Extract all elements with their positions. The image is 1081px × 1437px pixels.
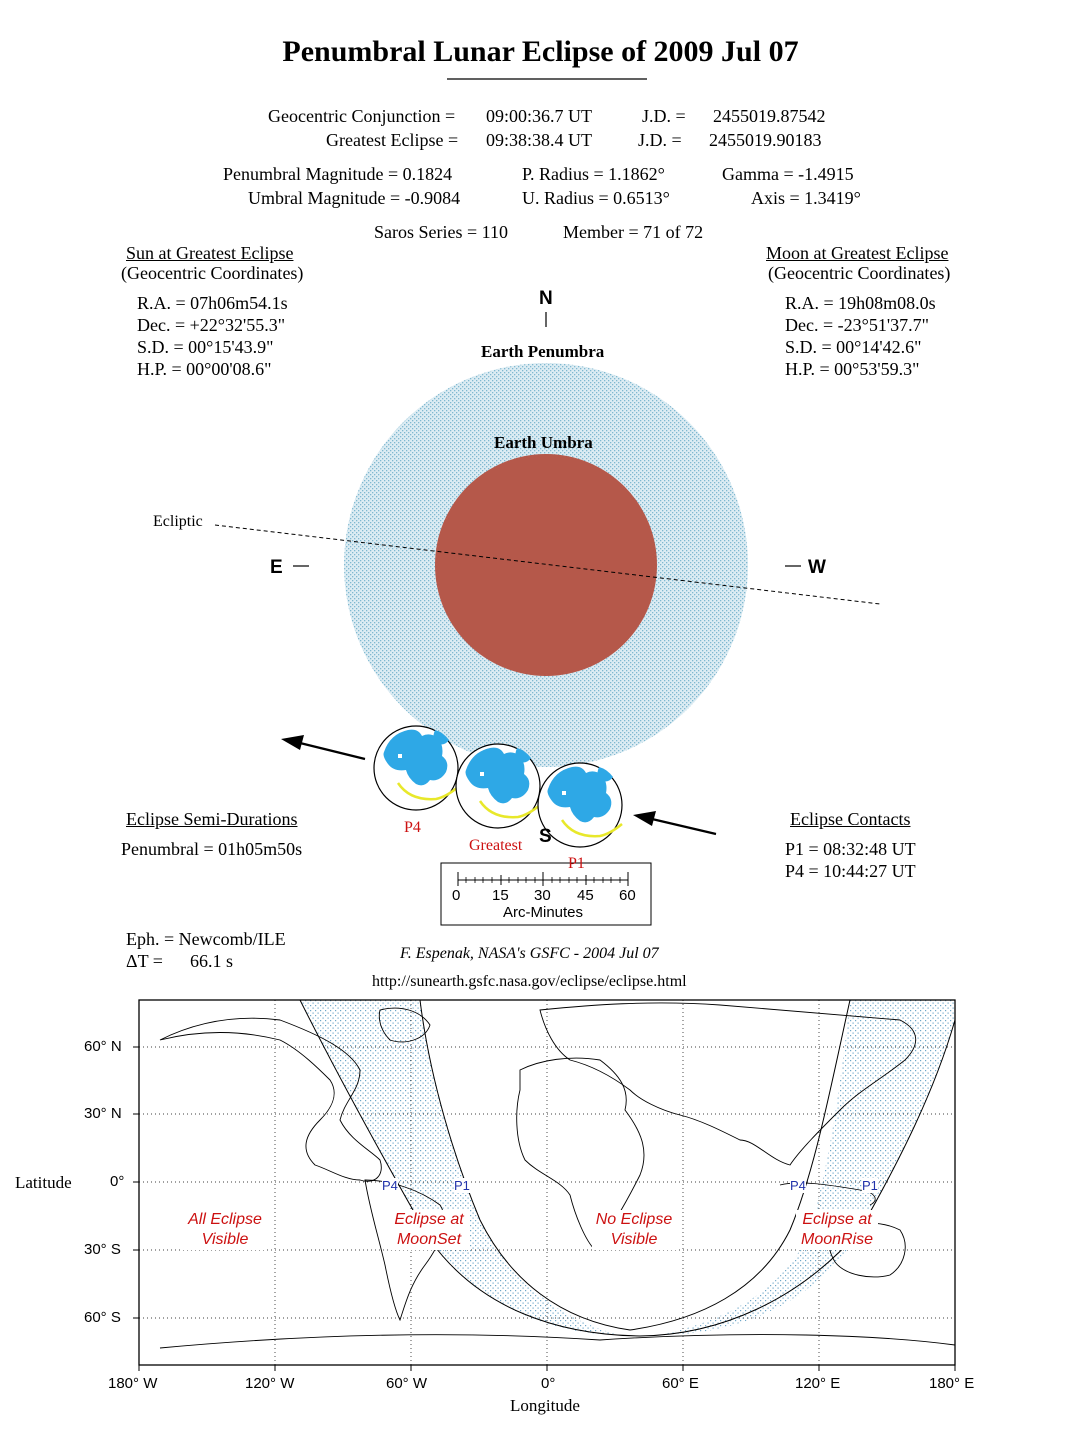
axis: Axis = 1.3419° — [751, 188, 861, 208]
page-title: Penumbral Lunar Eclipse of 2009 Jul 07 — [282, 35, 799, 68]
geo-conj-jd: 2455019.87542 — [713, 106, 826, 126]
ephemeris: Eph. = Newcomb/ILE — [126, 929, 286, 949]
saros-member: Member = 71 of 72 — [563, 222, 704, 242]
scale-tick-15: 15 — [492, 887, 509, 904]
earth-umbra — [435, 454, 657, 676]
zone-moonset-line1: Eclipse at — [394, 1211, 464, 1228]
p4-label: P4 — [404, 819, 421, 836]
semi-durations-heading: Eclipse Semi-Durations — [126, 809, 298, 829]
delta-t-label: ΔT = — [126, 951, 163, 971]
zone-none-line1: No Eclipse — [595, 1211, 673, 1228]
umbral-magnitude: Umbral Magnitude = -0.9084 — [248, 188, 461, 208]
moon-greatest — [456, 744, 540, 828]
zone-all-visible — [183, 1210, 267, 1250]
contact-p1: P1 = 08:32:48 UT — [785, 839, 916, 859]
zone-moonrise-line2: MoonRise — [800, 1231, 874, 1248]
lon-tick-180e: 180° E — [929, 1375, 975, 1392]
scale-unit: Arc-Minutes — [503, 904, 584, 921]
zone-moonrise-line1: Eclipse at — [802, 1211, 872, 1228]
lon-tick-180w: 180° W — [108, 1375, 158, 1392]
zone-all-line1: All Eclipse — [188, 1211, 262, 1228]
map-east-p4: P4 — [790, 1178, 806, 1193]
moon-subheading: (Geocentric Coordinates) — [768, 263, 951, 283]
map-west-p4: P4 — [382, 1178, 398, 1193]
lon-tick-0: 0° — [541, 1375, 556, 1392]
lon-tick-120w: 120° W — [245, 1375, 295, 1392]
moon-path-arrow-left — [281, 735, 365, 759]
latitude-title: Latitude — [15, 1173, 72, 1192]
sun-hp: H.P. = 00°00'08.6" — [137, 359, 272, 379]
longitude-title: Longitude — [510, 1396, 580, 1415]
sun-heading: Sun at Greatest Eclipse — [126, 243, 294, 263]
lat-tick-60s: 60° S — [84, 1309, 121, 1326]
zone-all-line2: Visible — [201, 1231, 249, 1248]
moon-dec: Dec. = -23°51'37.7" — [785, 315, 929, 335]
gamma: Gamma = -1.4915 — [722, 164, 854, 184]
credit-url[interactable]: http://sunearth.gsfc.nasa.gov/eclipse/eclipse.html — [372, 973, 687, 990]
moon-ra: R.A. = 19h08m08.0s — [785, 293, 936, 313]
greatest-eclipse-label: Greatest Eclipse = — [326, 130, 459, 150]
penumbral-magnitude: Penumbral Magnitude = 0.1824 — [223, 164, 453, 184]
ecliptic-label: Ecliptic — [153, 513, 203, 530]
zone-none-line2: Visible — [610, 1231, 658, 1248]
lon-tick-120e: 120° E — [795, 1375, 841, 1392]
east-label: E — [270, 557, 283, 578]
penumbral-radius: P. Radius = 1.1862° — [522, 164, 665, 184]
visibility-map — [133, 1000, 955, 1371]
lon-tick-60e: 60° E — [662, 1375, 699, 1392]
geo-conj-jd-label: J.D. = — [642, 106, 686, 126]
lat-tick-30n: 30° N — [84, 1105, 122, 1122]
map-east-p1: P1 — [862, 1178, 878, 1193]
saros-series: Saros Series = 110 — [374, 222, 508, 242]
lat-tick-0: 0° — [110, 1173, 125, 1190]
zone-moonset-line2: MoonSet — [396, 1231, 462, 1248]
sun-subheading: (Geocentric Coordinates) — [121, 263, 304, 283]
zone-no-eclipse — [592, 1210, 676, 1250]
greatest-eclipse-time: 09:38:38.4 UT — [486, 130, 592, 150]
credit-author: F. Espenak, NASA's GSFC - 2004 Jul 07 — [400, 945, 659, 962]
moon-path-arrow-right — [633, 811, 716, 834]
greatest-label: Greatest — [469, 837, 523, 854]
scale-tick-45: 45 — [577, 887, 594, 904]
south-label: S — [539, 826, 552, 847]
semi-duration-penumbral: Penumbral = 01h05m50s — [121, 839, 303, 859]
umbral-radius: U. Radius = 0.6513° — [522, 188, 670, 208]
lat-tick-30s: 30° S — [84, 1241, 121, 1258]
north-label: N — [539, 288, 553, 309]
moon-heading: Moon at Greatest Eclipse — [766, 243, 949, 263]
geo-conj-label: Geocentric Conjunction = — [268, 106, 456, 126]
earth-umbra-label: Earth Umbra — [494, 433, 593, 452]
scale-tick-0: 0 — [452, 887, 461, 904]
lat-tick-60n: 60° N — [84, 1038, 122, 1055]
west-label: W — [808, 557, 826, 578]
sun-sd: S.D. = 00°15'43.9" — [137, 337, 274, 357]
scale-tick-30: 30 — [534, 887, 551, 904]
zone-moonrise — [796, 1210, 878, 1250]
contact-p4: P4 = 10:44:27 UT — [785, 861, 916, 881]
moon-hp: H.P. = 00°53'59.3" — [785, 359, 920, 379]
earth-penumbra-label: Earth Penumbra — [481, 342, 605, 361]
contacts-heading: Eclipse Contacts — [790, 809, 911, 829]
geo-conj-time: 09:00:36.7 UT — [486, 106, 592, 126]
p1-label: P1 — [568, 855, 585, 872]
delta-t-value: 66.1 s — [190, 951, 234, 971]
map-west-p1: P1 — [454, 1178, 470, 1193]
moon-p4 — [374, 726, 458, 810]
lon-tick-60w: 60° W — [386, 1375, 428, 1392]
moon-sd: S.D. = 00°14'42.6" — [785, 337, 922, 357]
zone-moonset — [389, 1210, 469, 1250]
greatest-eclipse-jd: 2455019.90183 — [709, 130, 822, 150]
greatest-eclipse-jd-label: J.D. = — [638, 130, 682, 150]
sun-ra: R.A. = 07h06m54.1s — [137, 293, 288, 313]
scale-tick-60: 60 — [619, 887, 636, 904]
sun-dec: Dec. = +22°32'55.3" — [137, 315, 286, 335]
